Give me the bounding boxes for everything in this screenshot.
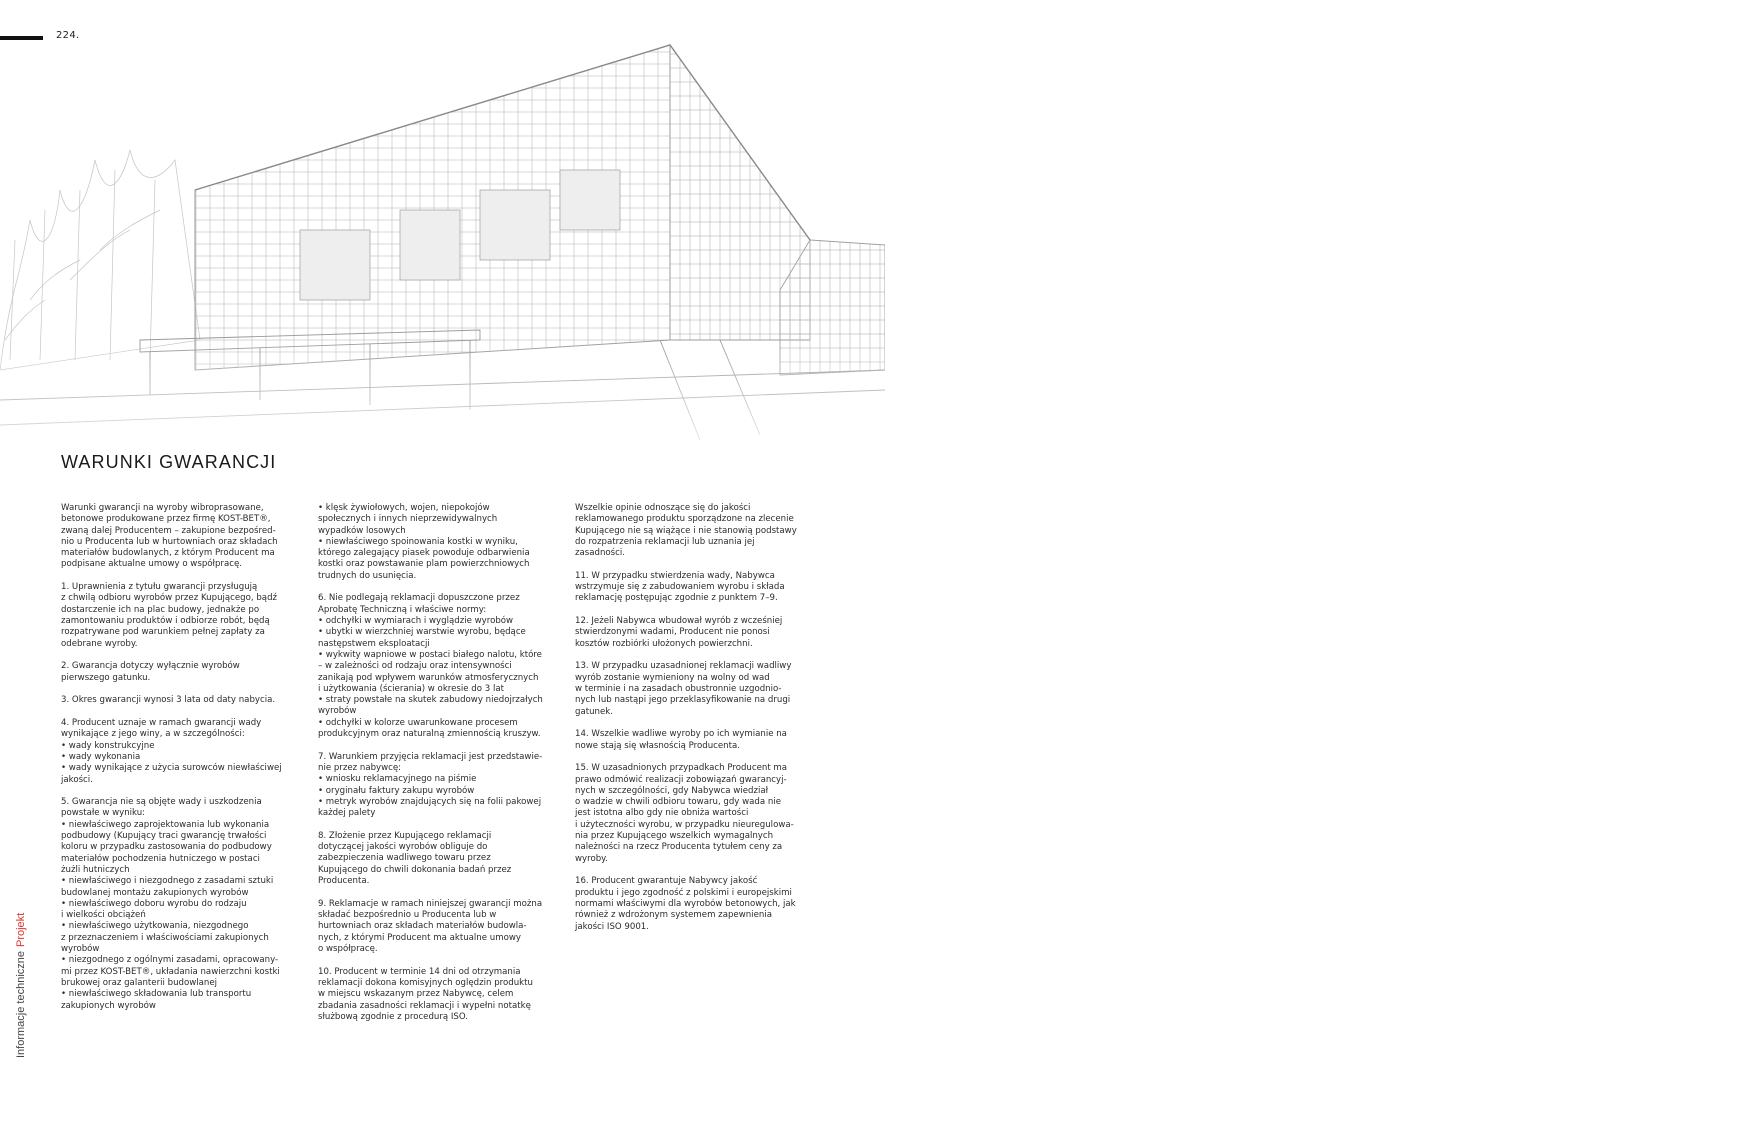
text-column-1 [61,503,301,1023]
paragraph: 3. Okres gwarancji wynosi 3 lata od daty nabycia. [61,695,276,706]
side-category-label: Informacje techniczne [15,951,27,1058]
paragraph: 8. Złożenie przez Kupującego reklamacji dotyczącej jakości wyrobów obliguje do zabezpieczenia wadliwego towaru przez Kupującego do chwili dokonania badań przez Producenta. [318,830,512,887]
side-section-accent: Projekt [15,912,27,947]
text-column-3 [575,503,815,944]
paragraph: 11. W przypadku stwierdzenia wady, Nabywca wstrzymuje się z zabudowaniem wyrobu i składa reklamację postępując zgodnie z punktem 7–9. [575,570,785,604]
paragraph: 4. Producent uznaje w ramach gwarancji wady wynikające z jego winy, a w szczególności: • wady konstrukcyjne • wady wykonania • wady wynikające z użycia surowców niewłaściwej jakości. [61,718,282,785]
paragraph: 6. Nie podlegają reklamacji dopuszczone przez Aprobatę Techniczną i właściwe normy: • odchyłki w wymiarach i wyglądzie wyrobów • ubytki w wierzchniej warstwie wyrobu, będące następstwem eksploatacji • wykwity wapniowe w postaci białego nalotu, które – w zależności od rodzaju oraz intensywności zanikają pod wpływem warunków atmosferycznych i użytkowania (ścierania) w okresie do 3 lat • straty powstałe na skutek zabudowy niedojrzałych wyrobów • odchyłki w kolorze uwarunkowane procesem produkcyjnym oraz naturalną zmiennością kruszyw. [318,593,543,740]
paragraph: 7. Warunkiem przyjęcia reklamacji jest przedstawie- nie przez nabywcę: • wniosku reklamacyjnego na piśmie • oryginału faktury zakupu wyrobów • metryk wyrobów znajdujących się na folii pakowej każdej palety [318,751,543,819]
section-title: WARUNKI GWARANCJI [61,452,277,472]
paragraph: Warunki gwarancji na wyroby wibroprasowane, betonowe produkowane przez firmę KOST-BET®, zwaną dalej Producentem – zakupione bezpośred- nio u Producenta lub w hurtowniach oraz składach materiałów budowlanych, z którym Producent ma podpisane aktualne umowy o współpracę. [61,503,278,570]
paragraph: 1. Uprawnienia z tytułu gwarancji przysługują z chwilą odbioru wyrobów przez Kupującego, bądź dostarczenie ich na plac budowy, jednakże po zamontowaniu produktów i odbiorze robót, będą rozpatrywane pod warunkiem pełnej zapłaty za odebrane wyroby. [61,582,278,649]
paragraph: 14. Wszelkie wadliwe wyroby po ich wymianie na nowe stają się własnością Producenta. [575,729,787,751]
paragraph: 12. Jeżeli Nabywca wbudował wyrób z wcześniej stwierdzonymi wadami, Producent nie ponosi kosztów rozbiórki ułożonych powierzchni. [575,616,783,649]
building-sketch-image [0,40,885,480]
paragraph: 9. Reklamacje w ramach niniejszej gwarancji można składać bezpośrednio u Producenta lub w hurtowniach oraz składach materiałów budowla- nych, z którymi Producent ma aktualne umowy o współpracę. [318,898,543,954]
paragraph: 15. W uzasadnionych przypadkach Producent ma prawo odmówić realizacji zobowiązań gwarancyj- nych w szczególności, gdy Nabywca wiedział o wadzie w chwili odbioru towaru, gdy wada nie jest istotna albo gdy nie obniża wartości i użyteczności wyrobu, w przypadku nieuregulowa- nia przez Kupującego wszelkich wymagalnych należności na rzecz Producenta tytułem ceny za wyroby. [575,763,794,864]
paragraph: 16. Producent gwarantuje Nabywcy jakość produktu i jego zgodność z polskimi i europejskimi normami właściwymi dla wyrobów betonowych, jak również z wdrożonym systemem zapewnienia jakości ISO 9001. [575,876,796,932]
paragraph: 5. Gwarancja nie są objęte wady i uszkodzenia powstałe w wyniku: • niewłaściwego zaprojektowania lub wykonania podbudowy (Kupujący traci gwarancję trwałości koloru w przypadku zastosowania do podbudowy materiałów pochodzenia hutniczego w postaci żużli hutniczych • niewłaściwego i niezgodnego z zasadami sztuki budowlanej montażu zakupionych wyrobów • niewłaściwego doboru wyrobu do rodzaju i wielkości obciążeń • niewłaściwego użytkowania, niezgodnego z przeznaczeniem i właściwościami zakupionych wyrobów • niezgodnego z ogólnymi zasadami, opracowany- mi przez KOST-BET®, układania nawierzchni kostki brukowej oraz galanterii budowlanej • niewłaściwego składowania lub transportu zakupionych wyrobów [61,797,280,1011]
paragraph: 2. Gwarancja dotyczy wyłącznie wyrobów pierwszego gatunku. [61,661,240,683]
paragraph: • klęsk żywiołowych, wojen, niepokojów społecznych i innych nieprzewidywalnych wypadków losowych • niewłaściwego spoinowania kostki w wyniku, którego zalegający piasek powoduje odbarwienia kostki oraz powstawanie plam powierzchniowych trudnych do usunięcia. [318,503,530,581]
side-section-label [15,913,27,1058]
paragraph: 13. W przypadku uzasadnionej reklamacji wadliwy wyrób zostanie wymieniony na wolny od wad w terminie i na zasadach obustronnie uzgodnio- nych lub nastąpi jego przeklasyfikowanie na drugi gatunek. [575,661,792,717]
text-column-2 [318,503,558,1035]
paragraph: Wszelkie opinie odnoszące się do jakości reklamowanego produktu sporządzone na zlecenie Kupującego nie są wiążące i nie stanowią podstawy do rozpatrzenia reklamacji lub uznania jej zasadności. [575,503,797,559]
page-number: 224. [56,30,80,41]
paragraph: 10. Producent w terminie 14 dni od otrzymania reklamacji dokona komisyjnych oględzin produktu w miejscu wskazanym przez Nabywcę, celem zbadania zasadności reklamacji i wypełni notatkę służbową zgodnie z procedurą ISO. [318,966,533,1022]
